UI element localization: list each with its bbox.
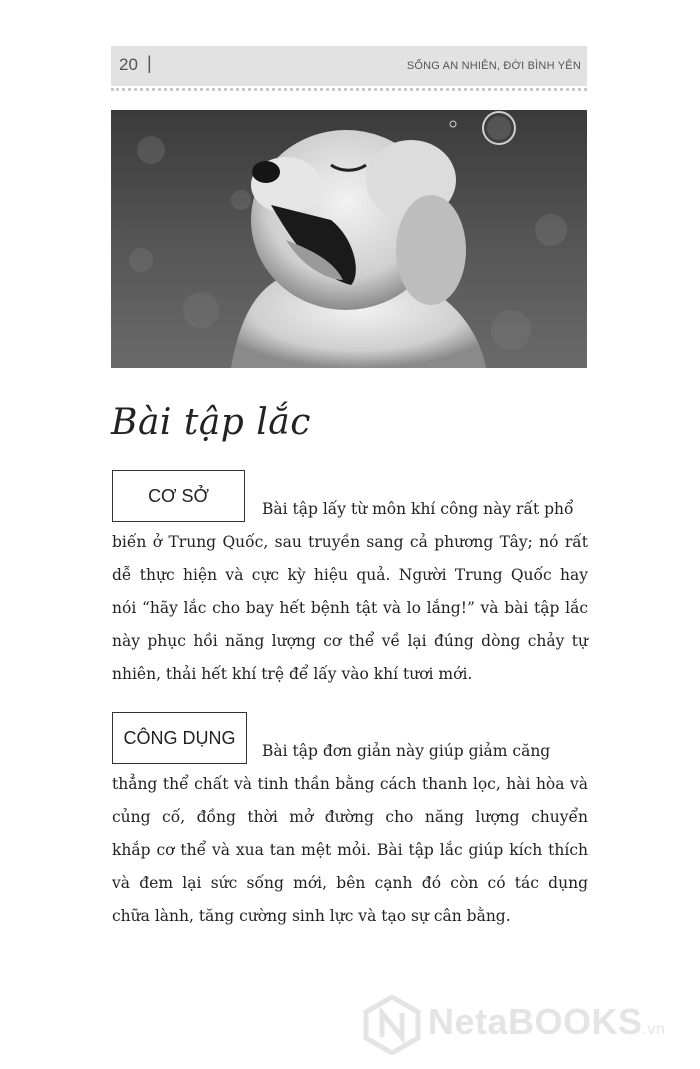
usage-label: CÔNG DỤNG: [123, 727, 236, 748]
watermark-brand: NetaBOOKS.vn: [428, 1001, 666, 1042]
basis-line: dễ thực hiện và cực kỳ hiệu quả. Người Trung Quốc hay: [112, 566, 588, 584]
dog-photo-illustration: [111, 110, 587, 368]
basis-line: nói “hãy lắc cho bay hết bệnh tật và lo lắng!” và bài tập lắc: [112, 599, 588, 617]
dog-photo: [111, 110, 587, 368]
usage-line: khắp cơ thể và xua tan mệt mỏi. Bài tập lắc giúp kích thích: [112, 841, 588, 859]
basis-line: nhiên, thải hết khí trệ để lấy vào khí tươi mới.: [112, 665, 473, 683]
usage-line: củng cố, đồng thời mở đường cho năng lượng chuyển: [112, 808, 588, 826]
basis-paragraph: [112, 493, 588, 691]
usage-line: và đem lại sức sống mới, bên cạnh đó còn có tác dụng: [112, 874, 588, 892]
page-number: 20: [119, 55, 138, 74]
section-title: Bài tập lắc: [111, 402, 311, 443]
usage-paragraph: [112, 735, 588, 933]
usage-line: chữa lành, tăng cường sinh lực và tạo sự cân bằng.: [112, 907, 511, 925]
header-dotted-rule: [111, 88, 587, 91]
usage-line: Bài tập đơn giản này giúp giảm căng: [262, 742, 551, 760]
watermark-suffix: .vn: [642, 1021, 666, 1038]
netabooks-logo-icon: [362, 995, 422, 1055]
running-title: SỐNG AN NHIÊN, ĐỜI BÌNH YÊN: [406, 60, 581, 72]
basis-line: Bài tập lấy từ môn khí công này rất phổ: [262, 500, 574, 518]
basis-line: biến ở Trung Quốc, sau truyền sang cả phương Tây; nó rất: [112, 533, 588, 551]
basis-label: CƠ SỞ: [148, 485, 209, 506]
netabooks-watermark: [362, 995, 692, 1055]
basis-line: này phục hồi năng lượng cơ thể về lại đúng dòng chảy tự: [112, 632, 588, 650]
usage-line: thẳng thể chất và tinh thần bằng cách thanh lọc, hài hòa và: [112, 775, 588, 793]
header-separator: |: [147, 53, 152, 73]
running-header: [111, 46, 587, 86]
